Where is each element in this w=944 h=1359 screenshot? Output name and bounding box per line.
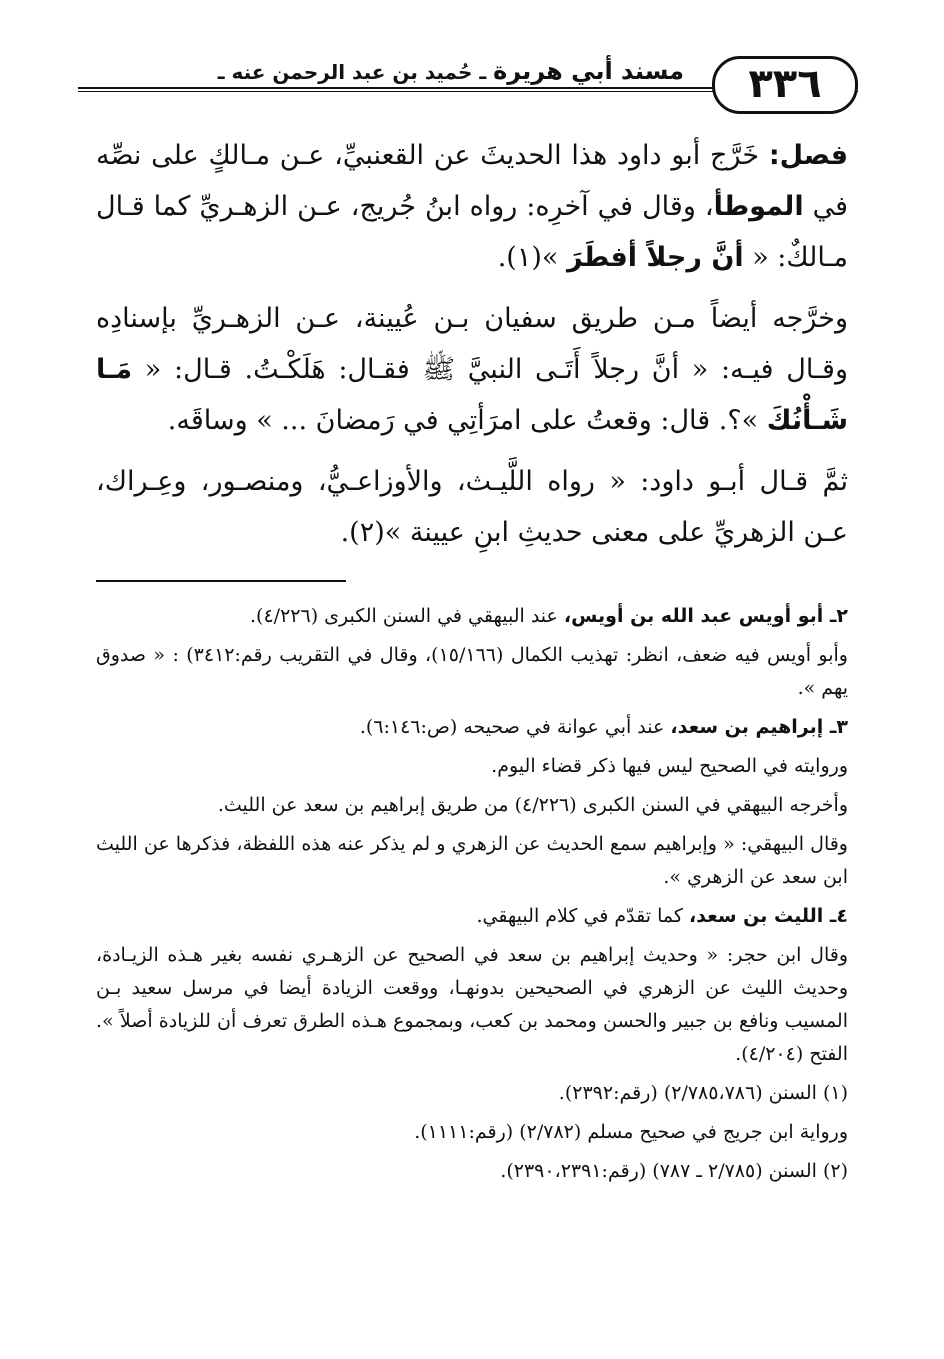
footnote bbox=[96, 1155, 848, 1188]
paragraph-1 bbox=[96, 130, 848, 283]
footnote-text: وقال ابن حجر: « وحديث إبراهيم بن سعد في الصحيح عن الزهـري نفسه بغير هـذه الزيـادة، وحديث الليث عن الزهري في الصحيحين بدونهـا، ووقعت الزيادة أيضا في مرسل سعيد بـن المسيب ونافع بن جبير والحسن ومحمد بن كعب، وبمجموع هـذه الطرق تعرف أن للزيادة أصلاً ». الفتح (٤/٢٠٤). bbox=[96, 944, 848, 1065]
bold-quote: أنَّ رجلاً أفطَرَ bbox=[566, 242, 744, 273]
footnote-bold: ٤ـ الليث بن سعد، bbox=[688, 905, 848, 927]
footnote bbox=[96, 828, 848, 894]
footnote bbox=[96, 900, 848, 933]
footnote-separator bbox=[96, 580, 346, 582]
running-title bbox=[214, 56, 688, 86]
footnote-text: (٢) السنن (٢/٧٨٥ ـ ٧٨٧) (رقم:٢٣٩٠،٢٣٩١). bbox=[500, 1160, 848, 1182]
footnote-text: وأبو أويس فيه ضعف، انظر: تهذيب الكمال (١٥/١٦٦)، وقال في التقريب رقم:٣٤١٢) : « صدوق يهم ». bbox=[96, 644, 848, 699]
footnote-text: عند البيهقي في السنن الكبرى (٤/٢٢٦). bbox=[250, 605, 564, 627]
footnote bbox=[96, 789, 848, 822]
footnote-bold: ٢ـ أبو أويس عبد الله بن أويس، bbox=[563, 605, 848, 627]
footnote bbox=[96, 600, 848, 633]
footnote bbox=[96, 750, 848, 783]
paragraph-3 bbox=[96, 456, 848, 558]
paragraph-text: ثمَّ قـال أبـو داود: « رواه اللَّيـث، والأوزاعـيُّ، ومنصـور، وعِـراك، عـن الزهريِّ على معنى حديثِ ابنِ عيينة »(٢). bbox=[96, 466, 848, 548]
page-header bbox=[78, 56, 858, 116]
footnote-text: عند أبي عوانة في صحيحه (ص:٦:١٤٦). bbox=[359, 716, 671, 738]
footnote-text: كما تقدّم في كلام البيهقي. bbox=[476, 905, 689, 927]
paragraph-text: »(١). bbox=[497, 242, 567, 273]
footnotes bbox=[96, 600, 848, 1194]
running-title-main: مسند أبي هريرة bbox=[493, 57, 684, 85]
footnote-text: (١) السنن (٢/٧٨٥،٧٨٦) (رقم:٢٣٩٢). bbox=[558, 1082, 848, 1104]
paragraph-2 bbox=[96, 293, 848, 446]
footnote bbox=[96, 939, 848, 1071]
bold-quote: مَـا شَـأْنُكَ bbox=[96, 354, 848, 436]
page-number-badge: ٣٣٦ bbox=[712, 56, 858, 114]
footnote-text: وأخرجه البيهقي في السنن الكبرى (٤/٢٢٦) من طريق إبراهيم بن سعد عن الليث. bbox=[217, 794, 848, 816]
paragraph-text: ، وقال في آخرِه: رواه ابنُ جُريج، عـن الزهـريِّ كما قـال مـالكٌ: « bbox=[96, 191, 848, 273]
footnote-bold: ٣ـ إبراهيم بن سعد، bbox=[670, 716, 848, 738]
paragraph-text: وخرَّجه أيضاً مـن طريق سفيان بـن عُيينة، عـن الزهـريِّ بإسنادِه وقـال فيـه: « أنَّ رجلاً أَتَـى النبيَّ ﷺ فقـال: هَلَكْـتُ. قـال: « bbox=[96, 303, 848, 385]
footnote-text: وروايته في الصحيح ليس فيها ذكر قضاء اليوم. bbox=[491, 755, 848, 777]
main-text bbox=[96, 130, 848, 568]
footnote bbox=[96, 639, 848, 705]
paragraph-text: خَرَّج أبو داود هذا الحديثَ عن القعنبيِّ، عـن مـالكٍ على نصِّه في bbox=[96, 140, 848, 222]
section-label: فصل: bbox=[768, 140, 848, 171]
paragraph-text: »؟. قال: وقعتُ على امرَأتِي في رَمضانَ ... » وساقَه. bbox=[167, 405, 767, 436]
footnote bbox=[96, 711, 848, 744]
footnote bbox=[96, 1077, 848, 1110]
footnote bbox=[96, 1116, 848, 1149]
bold-term: الموطأ bbox=[713, 191, 804, 222]
running-title-rest: ـ حُميد بن عبد الرحمن عنه ـ bbox=[217, 60, 494, 84]
footnote-text: وقال البيهقي: « وإبراهيم سمع الحديث عن الزهري و لم يذكر عنه هذه اللفظة، فذكرها عن الليث ابن سعد عن الزهري ». bbox=[96, 833, 848, 888]
footnote-text: ورواية ابن جريج في صحيح مسلم (٢/٧٨٢) (رقم:١١١١). bbox=[414, 1121, 848, 1143]
